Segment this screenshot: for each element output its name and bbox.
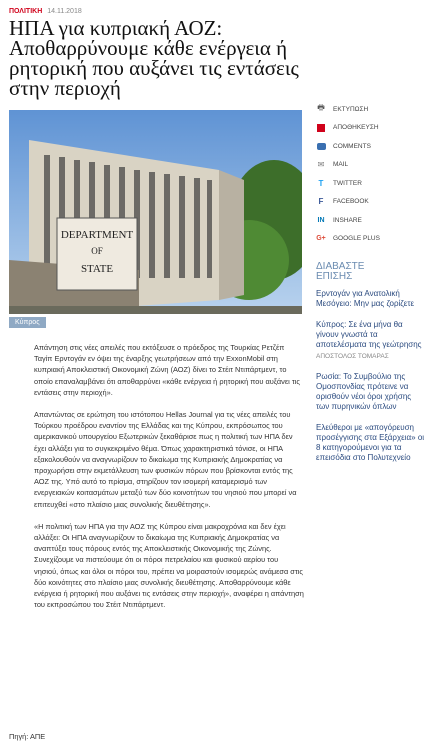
- linkedin-button[interactable]: [316, 211, 426, 230]
- category-label[interactable]: ΠΟΛΙΤΙΚΗ: [9, 8, 43, 15]
- print-button[interactable]: [316, 100, 426, 119]
- twitter-icon: T: [318, 178, 324, 188]
- facebook-button[interactable]: [316, 193, 426, 212]
- google-plus-icon: G+: [316, 235, 326, 243]
- mail-button[interactable]: [316, 156, 426, 175]
- comments-button[interactable]: [316, 137, 426, 156]
- article-paragraph: Απάντηση στις νέες απειλές που εκτόξευσε ο πρόεδρος της Τουρκίας Ρετζέπ Ταγίπ Ερντογάν εν όψει της έναρξης γεωτρήσεων από την ExxonMobil στη κυπριακή Αποκλειστική Οικονομική Ζώνη (ΑΟΖ) δίνει το Στέιτ Ντιπάρτμεντ, το οποίο επαναλαμβάνει ότι αποθαρρύνει «κάθε ενέργεια ή ρητορική που αυξάνει τις εντάσεις στην περιοχή».: [34, 343, 300, 397]
- related-link[interactable]: Ελεύθεροι με «απογόρευση προσέγγισης στα Εξάρχεια» οι 8 κατηγορούμενοι για τα επεισόδια στο Πολυτεχνείο: [316, 423, 425, 462]
- article-photo: [9, 110, 302, 314]
- twitter-button[interactable]: [316, 174, 426, 193]
- linkedin-label: INSHARE: [333, 216, 362, 224]
- facebook-icon: F: [318, 197, 324, 207]
- article-paragraph: Απαντώντας σε ερώτηση του ιστότοπου Hellas Journal για τις νέες απειλές του Τούρκου προέδρου εναντίον της Ελλάδας και της Κύπρου, εκπρόσωπος του αμερικανικού υπουργείου Εξωτερικών ξεκαθάρισε πως η πολιτική των ΗΠΑ δεν έχει αλλάξει για το συγκεκριμένο θέμα. Όπως χαρακτηριστικά τόνισε, οι ΗΠΑ εξακολουθούν να αναγνωρίζουν το δικαίωμα της Κυπριακής Δημοκρατίας να προχωρήσει στην εκμετάλλευση των φυσικών πόρων που βρίσκονται εντός της ΑΟΖ της. Υπό αυτό το πρίσμα, στηρίζουν τον ισομερή καταμερισμό των ενεργειακών κοιτασμάτων μεταξύ των δύο κοινοτήτων του νησιού που μπορεί να επιτευχθεί «στο πλαίσιο μιας συνολικής διευθέτησης».: [34, 410, 297, 509]
- related-heading: [316, 262, 426, 282]
- share-toolbar: [316, 100, 426, 248]
- related-author[interactable]: ΑΠΟΣΤΟΛΟΣ ΤΟΜΑΡΑΣ: [316, 353, 389, 360]
- article-title: ΗΠΑ για κυπριακή ΑΟΖ: Αποθαρρύνουμε κάθε ενέργεια ή ρητορική που αυξάνει τις εντάσεις στην περιοχή: [9, 16, 299, 100]
- article-paragraph: «Η πολιτική των ΗΠΑ για την ΑΟΖ της Κύπρου είναι μακροχρόνια και δεν έχει αλλάξει: Οι ΗΠΑ αναγνωρίζουν το δικαίωμα της Κυπριακής Δημοκρατίας να αναπτύξει τους πόρους εντός της Αποκλειστικής Οικονομικής της Ζώνης. Συνεχίζουμε να πιστεύουμε ότι οι πόροι πετρελαίου και φυσικού αερίου του νησιού, όπως και όλοι οι πόροι του, πρέπει να μοιραστούν ισομερώς ανάμεσα στις δύο κοινότητες στο πλαίσιο μιας συνολικής διευθέτησης. Αποθαρρύνουμε κάθε ενέργεια ή ρητορική που αυξάνει τις εντάσεις στην περιοχή», αναφέρει η απάντηση του εκπροσώπου του Στέιτ Ντιπάρτμεντ.: [34, 521, 304, 610]
- save-button[interactable]: [316, 119, 426, 138]
- related-heading-line1: ΔΙΑΒΑΣΤΕ: [316, 261, 365, 272]
- comments-icon: [316, 141, 326, 151]
- twitter-label: TWITTER: [333, 179, 362, 187]
- state-department-building-image: [9, 110, 302, 314]
- print-label: ΕΚΤΥΠΩΣΗ: [333, 105, 369, 113]
- article-date: 14.11.2018: [47, 8, 82, 15]
- sign-text-state: STATE: [80, 263, 114, 275]
- related-link[interactable]: Ερντογάν για Ανατολική Μεσόγειο: Μην μας ζορίζετε: [316, 289, 415, 308]
- facebook-label: FACEBOOK: [333, 198, 369, 206]
- mail-icon: ✉: [317, 160, 325, 170]
- related-articles: [316, 262, 426, 474]
- related-link[interactable]: Κύπρος: Σε ένα μήνα θα γίνουν γνωστά τα αποτελέσματα της γεώτρησης: [316, 320, 422, 349]
- tag-cyprus[interactable]: Κύπρος: [9, 317, 46, 328]
- article-source: Πηγή: ΑΠΕ: [9, 732, 46, 741]
- print-icon: 🖶: [317, 103, 325, 113]
- related-link[interactable]: Ρωσία: Το Συμβούλιο της Ομοσπονδίας πρότεινε να ορισθούν νέοι όροι χρήσης των πυρηνικών όπλων: [316, 372, 412, 411]
- google-plus-button[interactable]: [316, 230, 426, 249]
- article-body: [34, 342, 304, 621]
- related-heading-line2: ΕΠΙΣΗΣ: [316, 271, 353, 282]
- article-meta: [9, 8, 82, 15]
- sign-text-of: OF: [91, 246, 103, 256]
- save-label: ΑΠΟΘΗΚΕΥΣΗ: [333, 124, 379, 132]
- sign-text-department: DEPARTMENT: [60, 229, 134, 241]
- google-plus-label: GOOGLE PLUS: [333, 235, 380, 243]
- linkedin-icon: IN: [317, 216, 325, 224]
- comments-label: COMMENTS: [333, 142, 371, 150]
- save-icon: [316, 123, 326, 133]
- mail-label: MAIL: [333, 161, 349, 169]
